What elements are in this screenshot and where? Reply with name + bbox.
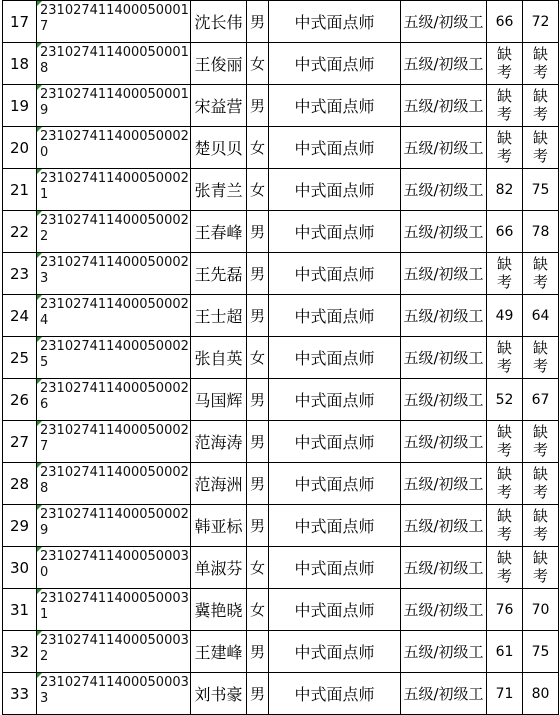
table-row xyxy=(3,505,559,547)
name-cell: 王先磊 xyxy=(191,253,247,295)
practical-score-cell xyxy=(523,43,559,85)
table-row xyxy=(3,631,559,673)
exam-id-cell: 2310274114000500029 xyxy=(37,505,191,547)
practical-score-cell xyxy=(523,463,559,505)
table-row xyxy=(3,673,559,715)
theory-score-cell xyxy=(487,253,523,295)
table-row xyxy=(3,421,559,463)
gender-cell: 女 xyxy=(247,127,269,169)
gender-cell: 女 xyxy=(247,547,269,589)
name-cell: 张青兰 xyxy=(191,169,247,211)
level-cell: 五级/初级工 xyxy=(401,589,487,631)
practical-score-cell xyxy=(523,673,559,715)
score-value: 72 xyxy=(531,13,550,30)
serial-number-cell: 23 xyxy=(3,253,37,295)
practical-score-cell xyxy=(523,1,559,43)
level-cell: 五级/初级工 xyxy=(401,421,487,463)
score-value: 49 xyxy=(495,307,514,324)
score-value: 78 xyxy=(531,223,550,240)
exam-id-cell: 2310274114000500020 xyxy=(37,127,191,169)
score-value: 80 xyxy=(531,685,550,702)
table-row xyxy=(3,1,559,43)
theory-score-cell xyxy=(487,127,523,169)
score-value: 缺考 xyxy=(496,129,512,165)
occupation-cell: 中式面点师 xyxy=(269,589,401,631)
serial-number-cell: 21 xyxy=(3,169,37,211)
exam-id-cell: 2310274114000500019 xyxy=(37,85,191,127)
table-row xyxy=(3,295,559,337)
exam-id-cell: 2310274114000500024 xyxy=(37,295,191,337)
serial-number-cell: 22 xyxy=(3,211,37,253)
level-cell: 五级/初级工 xyxy=(401,169,487,211)
gender-cell: 男 xyxy=(247,463,269,505)
name-cell: 刘书豪 xyxy=(191,673,247,715)
occupation-cell: 中式面点师 xyxy=(269,463,401,505)
practical-score-cell xyxy=(523,631,559,673)
gender-cell: 女 xyxy=(247,589,269,631)
score-value: 82 xyxy=(495,181,514,198)
exam-id-cell: 2310274114000500031 xyxy=(37,589,191,631)
theory-score-cell xyxy=(487,379,523,421)
score-value: 缺考 xyxy=(532,339,548,375)
theory-score-cell xyxy=(487,211,523,253)
practical-score-cell xyxy=(523,421,559,463)
serial-number-cell: 33 xyxy=(3,673,37,715)
exam-id-cell: 2310274114000500027 xyxy=(37,421,191,463)
level-cell: 五级/初级工 xyxy=(401,505,487,547)
serial-number-cell: 18 xyxy=(3,43,37,85)
score-value: 71 xyxy=(495,685,514,702)
table-row xyxy=(3,85,559,127)
exam-id-cell: 2310274114000500017 xyxy=(37,1,191,43)
score-value: 缺考 xyxy=(496,549,512,585)
gender-cell: 男 xyxy=(247,211,269,253)
theory-score-cell xyxy=(487,463,523,505)
table-row xyxy=(3,337,559,379)
level-cell: 五级/初级工 xyxy=(401,253,487,295)
score-value: 缺考 xyxy=(532,549,548,585)
theory-score-cell xyxy=(487,505,523,547)
score-value: 缺考 xyxy=(532,507,548,543)
theory-score-cell xyxy=(487,547,523,589)
exam-id-cell: 2310274114000500030 xyxy=(37,547,191,589)
practical-score-cell xyxy=(523,295,559,337)
level-cell: 五级/初级工 xyxy=(401,43,487,85)
score-value: 缺考 xyxy=(532,465,548,501)
theory-score-cell xyxy=(487,589,523,631)
gender-cell: 男 xyxy=(247,295,269,337)
serial-number-cell: 30 xyxy=(3,547,37,589)
practical-score-cell xyxy=(523,379,559,421)
serial-number-cell: 29 xyxy=(3,505,37,547)
gender-cell: 男 xyxy=(247,1,269,43)
exam-id-cell: 2310274114000500028 xyxy=(37,463,191,505)
practical-score-cell xyxy=(523,337,559,379)
name-cell: 范海洲 xyxy=(191,463,247,505)
gender-cell: 女 xyxy=(247,43,269,85)
score-value: 70 xyxy=(531,601,550,618)
score-value: 76 xyxy=(495,601,514,618)
score-value: 缺考 xyxy=(496,45,512,81)
score-value: 缺考 xyxy=(496,339,512,375)
occupation-cell: 中式面点师 xyxy=(269,547,401,589)
practical-score-cell xyxy=(523,211,559,253)
theory-score-cell xyxy=(487,337,523,379)
gender-cell: 男 xyxy=(247,673,269,715)
gender-cell: 女 xyxy=(247,169,269,211)
score-value: 67 xyxy=(531,391,550,408)
name-cell: 王建峰 xyxy=(191,631,247,673)
serial-number-cell: 20 xyxy=(3,127,37,169)
occupation-cell: 中式面点师 xyxy=(269,505,401,547)
serial-number-cell: 19 xyxy=(3,85,37,127)
serial-number-cell: 26 xyxy=(3,379,37,421)
level-cell: 五级/初级工 xyxy=(401,631,487,673)
exam-id-cell: 2310274114000500022 xyxy=(37,211,191,253)
level-cell: 五级/初级工 xyxy=(401,547,487,589)
occupation-cell: 中式面点师 xyxy=(269,337,401,379)
occupation-cell: 中式面点师 xyxy=(269,295,401,337)
occupation-cell: 中式面点师 xyxy=(269,127,401,169)
table-row xyxy=(3,463,559,505)
table-row xyxy=(3,211,559,253)
practical-score-cell xyxy=(523,85,559,127)
practical-score-cell xyxy=(523,127,559,169)
name-cell: 张自英 xyxy=(191,337,247,379)
score-table-body xyxy=(3,1,559,715)
name-cell: 马国辉 xyxy=(191,379,247,421)
level-cell: 五级/初级工 xyxy=(401,85,487,127)
score-value: 64 xyxy=(531,307,550,324)
exam-id-cell: 2310274114000500023 xyxy=(37,253,191,295)
level-cell: 五级/初级工 xyxy=(401,673,487,715)
table-row xyxy=(3,127,559,169)
practical-score-cell xyxy=(523,169,559,211)
score-value: 缺考 xyxy=(496,507,512,543)
level-cell: 五级/初级工 xyxy=(401,337,487,379)
name-cell: 王俊丽 xyxy=(191,43,247,85)
level-cell: 五级/初级工 xyxy=(401,211,487,253)
score-value: 缺考 xyxy=(532,129,548,165)
name-cell: 韩亚标 xyxy=(191,505,247,547)
score-value: 缺考 xyxy=(532,423,548,459)
exam-id-cell: 2310274114000500021 xyxy=(37,169,191,211)
level-cell: 五级/初级工 xyxy=(401,379,487,421)
practical-score-cell xyxy=(523,253,559,295)
occupation-cell: 中式面点师 xyxy=(269,253,401,295)
table-row xyxy=(3,253,559,295)
serial-number-cell: 17 xyxy=(3,1,37,43)
score-value: 75 xyxy=(531,181,550,198)
serial-number-cell: 31 xyxy=(3,589,37,631)
name-cell: 王春峰 xyxy=(191,211,247,253)
occupation-cell: 中式面点师 xyxy=(269,169,401,211)
gender-cell: 男 xyxy=(247,505,269,547)
serial-number-cell: 27 xyxy=(3,421,37,463)
theory-score-cell xyxy=(487,169,523,211)
practical-score-cell xyxy=(523,589,559,631)
gender-cell: 男 xyxy=(247,379,269,421)
score-value: 缺考 xyxy=(532,87,548,123)
score-value: 缺考 xyxy=(496,87,512,123)
score-table xyxy=(2,0,559,715)
score-value: 缺考 xyxy=(496,255,512,291)
score-value: 61 xyxy=(495,643,514,660)
theory-score-cell xyxy=(487,1,523,43)
gender-cell: 男 xyxy=(247,421,269,463)
level-cell: 五级/初级工 xyxy=(401,463,487,505)
practical-score-cell xyxy=(523,547,559,589)
level-cell: 五级/初级工 xyxy=(401,295,487,337)
level-cell: 五级/初级工 xyxy=(401,127,487,169)
score-value: 66 xyxy=(495,223,514,240)
table-row xyxy=(3,43,559,85)
table-row xyxy=(3,169,559,211)
score-value: 缺考 xyxy=(532,45,548,81)
name-cell: 沈长伟 xyxy=(191,1,247,43)
score-value: 缺考 xyxy=(496,465,512,501)
name-cell: 楚贝贝 xyxy=(191,127,247,169)
occupation-cell: 中式面点师 xyxy=(269,211,401,253)
level-cell: 五级/初级工 xyxy=(401,1,487,43)
gender-cell: 女 xyxy=(247,337,269,379)
occupation-cell: 中式面点师 xyxy=(269,421,401,463)
exam-id-cell: 2310274114000500025 xyxy=(37,337,191,379)
occupation-cell: 中式面点师 xyxy=(269,43,401,85)
score-value: 66 xyxy=(495,13,514,30)
score-value: 52 xyxy=(495,391,514,408)
gender-cell: 男 xyxy=(247,85,269,127)
exam-id-cell: 2310274114000500033 xyxy=(37,673,191,715)
theory-score-cell xyxy=(487,295,523,337)
exam-id-cell: 2310274114000500032 xyxy=(37,631,191,673)
occupation-cell: 中式面点师 xyxy=(269,379,401,421)
serial-number-cell: 32 xyxy=(3,631,37,673)
serial-number-cell: 24 xyxy=(3,295,37,337)
occupation-cell: 中式面点师 xyxy=(269,85,401,127)
score-value: 缺考 xyxy=(496,423,512,459)
theory-score-cell xyxy=(487,673,523,715)
occupation-cell: 中式面点师 xyxy=(269,673,401,715)
score-value: 75 xyxy=(531,643,550,660)
exam-id-cell: 2310274114000500018 xyxy=(37,43,191,85)
theory-score-cell xyxy=(487,85,523,127)
name-cell: 冀艳晓 xyxy=(191,589,247,631)
serial-number-cell: 28 xyxy=(3,463,37,505)
gender-cell: 男 xyxy=(247,631,269,673)
name-cell: 宋益营 xyxy=(191,85,247,127)
name-cell: 王士超 xyxy=(191,295,247,337)
score-value: 缺考 xyxy=(532,255,548,291)
occupation-cell: 中式面点师 xyxy=(269,1,401,43)
serial-number-cell: 25 xyxy=(3,337,37,379)
table-row xyxy=(3,379,559,421)
exam-id-cell: 2310274114000500026 xyxy=(37,379,191,421)
theory-score-cell xyxy=(487,43,523,85)
theory-score-cell xyxy=(487,421,523,463)
practical-score-cell xyxy=(523,505,559,547)
theory-score-cell xyxy=(487,631,523,673)
occupation-cell: 中式面点师 xyxy=(269,631,401,673)
name-cell: 单淑芬 xyxy=(191,547,247,589)
table-row xyxy=(3,547,559,589)
name-cell: 范海涛 xyxy=(191,421,247,463)
table-row xyxy=(3,589,559,631)
gender-cell: 男 xyxy=(247,253,269,295)
